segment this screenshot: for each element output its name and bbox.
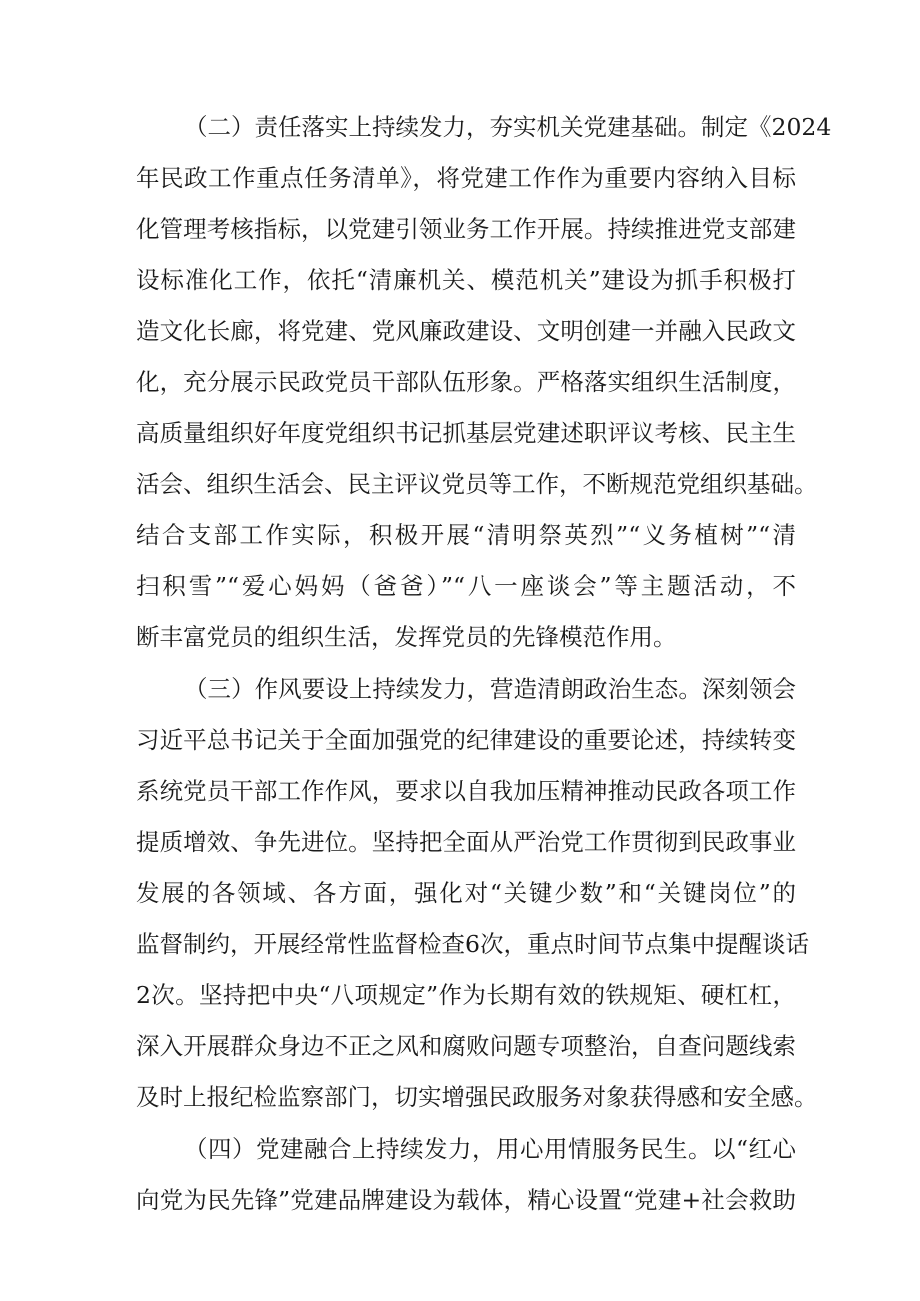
text-line: 深入开展群众身边不正之风和腐败问题专项整治，自查问题线索 (136, 1032, 796, 1060)
text-line: （三）作风要设上持续发力，营造清朗政治生态。深刻领会 (184, 675, 796, 703)
text-line: 结合支部工作实际，积极开展“清明祭英烈”“义务植树”“清 (136, 521, 796, 549)
text-line: 造文化长廊，将党建、党风廉政建设、文明创建一并融入民政文 (136, 317, 796, 345)
text-line: 高质量组织好年度党组织书记抓基层党建述职评议考核、民主生 (136, 419, 796, 447)
text-line: （四）党建融合上持续发力，用心用情服务民生。以“红心 (184, 1135, 796, 1163)
text-line: 年民政工作重点任务清单》，将党建工作作为重要内容纳入目标 (136, 164, 796, 192)
text-line: 监督制约，开展经常性监督检查6次，重点时间节点集中提醒谈话 (136, 930, 809, 958)
text-line: 及时上报纪检监察部门，切实增强民政服务对象获得感和安全感。 (136, 1083, 818, 1111)
text-line: 扫积雪”“爱心妈妈（爸爸）”“八一座谈会”等主题活动，不 (136, 572, 796, 600)
text-line: 化管理考核指标，以党建引领业务工作开展。持续推进党支部建 (136, 215, 796, 243)
text-line: 习近平总书记关于全面加强党的纪律建设的重要论述，持续转变 (136, 726, 796, 754)
text-line: 提质增效、争先进位。坚持把全面从严治党工作贯彻到民政事业 (136, 828, 796, 856)
text-line: 化，充分展示民政党员干部队伍形象。严格落实组织生活制度， (136, 368, 796, 396)
text-line: 2次。坚持把中央“八项规定”作为长期有效的铁规矩、硬杠杠， (136, 981, 796, 1009)
text-line: 断丰富党员的组织生活，发挥党员的先锋模范作用。 (136, 623, 677, 651)
text-line: （二）责任落实上持续发力，夯实机关党建基础。制定《2024 (184, 113, 832, 141)
text-line: 设标准化工作，依托“清廉机关、模范机关”建设为抓手积极打 (136, 266, 796, 294)
text-line: 发展的各领域、各方面，强化对“关键少数”和“关键岗位”的 (136, 879, 796, 907)
text-line: 系统党员干部工作作风，要求以自我加压精神推动民政各项工作 (136, 777, 796, 805)
text-line: 向党为民先锋”党建品牌建设为载体，精心设置“党建+社会救助 (136, 1186, 796, 1214)
text-line: 活会、组织生活会、民主评议党员等工作，不断规范党组织基础。 (136, 470, 818, 498)
